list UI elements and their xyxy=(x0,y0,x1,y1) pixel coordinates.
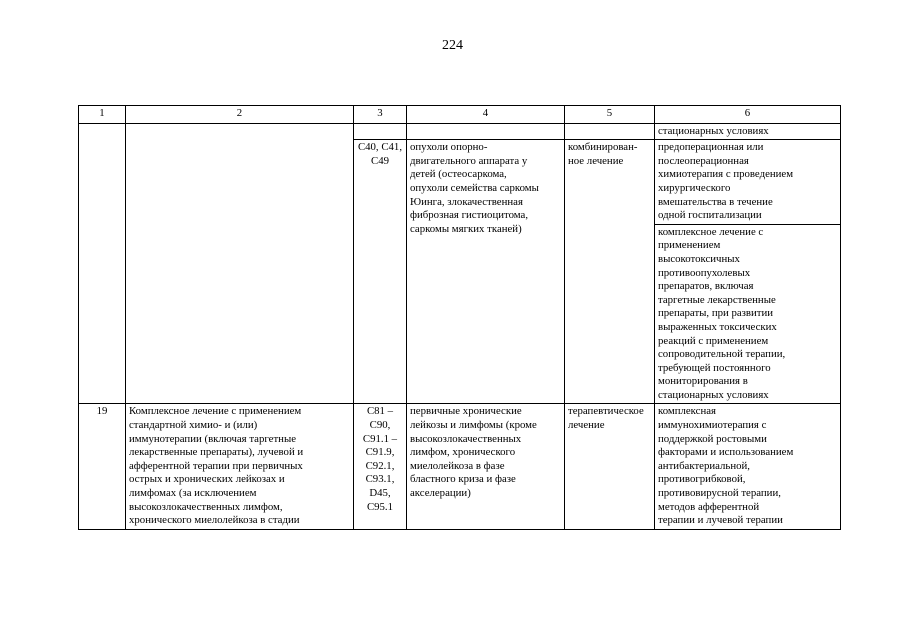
cell-codes-empty xyxy=(354,123,407,140)
cell-method: комплексная иммунохимиотерапия с поддержкой ростовыми факторами и использованием антибактериальной, противогрибковой, противовирусной терапии, методов афферентной терапии и лучевой терапии xyxy=(655,404,841,529)
cell-treatment-empty xyxy=(565,123,655,140)
cell-disease-model: опухоли опорно- двигательного аппарата у детей (остеосаркома, опухоли семейства саркомы Юинга, злокачественная фиброзная гистиоцитома, саркомы мягких тканей) xyxy=(407,140,565,404)
header-cell-2: 2 xyxy=(126,106,354,124)
cell-treatment-type: терапевтическое лечение xyxy=(565,404,655,529)
cell-row-number: 19 xyxy=(79,404,126,529)
cell-disease-empty xyxy=(407,123,565,140)
table-row-19 xyxy=(79,404,841,529)
cell-number-empty xyxy=(79,123,126,404)
header-row xyxy=(79,106,841,124)
cell-care-type: Комплексное лечение с применением стандартной химио- и (или) иммунотерапии (включая таргетные лекарственные препараты), лучевой и афферентной терапии при первичных острых и хронических лейкозах и лимфомах (за исключением высокозлокачественных лимфом, хронического миелолейкоза в стадии xyxy=(126,404,354,529)
cell-method-complex: комплексное лечение с применением высокотоксичных противоопухолевых препаратов, включая таргетные лекарственные препараты, при развитии выраженных токсических реакций с применением сопроводительной терапии, требующей постоянного мониторирования в стационарных условиях xyxy=(655,224,841,404)
cell-title-empty xyxy=(126,123,354,404)
table-row-continuation xyxy=(79,123,841,140)
cell-icd-codes: C40, C41, C49 xyxy=(354,140,407,404)
cell-disease-model: первичные хронические лейкозы и лимфомы (кроме высокозлокачественных лимфом, хронического миелолейкоза в фазе бластного криза и фазе акселерации) xyxy=(407,404,565,529)
header-cell-4: 4 xyxy=(407,106,565,124)
header-cell-1: 1 xyxy=(79,106,126,124)
header-cell-6: 6 xyxy=(655,106,841,124)
cell-method-preop: предоперационная или послеоперационная химиотерапия с проведением хирургического вмешательства в течение одной госпитализации xyxy=(655,140,841,225)
medical-care-table xyxy=(78,105,841,530)
cell-treatment-type: комбинирован- ное лечение xyxy=(565,140,655,404)
cell-method-continued: стационарных условиях xyxy=(655,123,841,140)
header-cell-3: 3 xyxy=(354,106,407,124)
cell-icd-codes: C81 – C90, C91.1 – C91.9, C92.1, C93.1, D45, C95.1 xyxy=(354,404,407,529)
page-number: 224 xyxy=(442,38,463,53)
header-cell-5: 5 xyxy=(565,106,655,124)
